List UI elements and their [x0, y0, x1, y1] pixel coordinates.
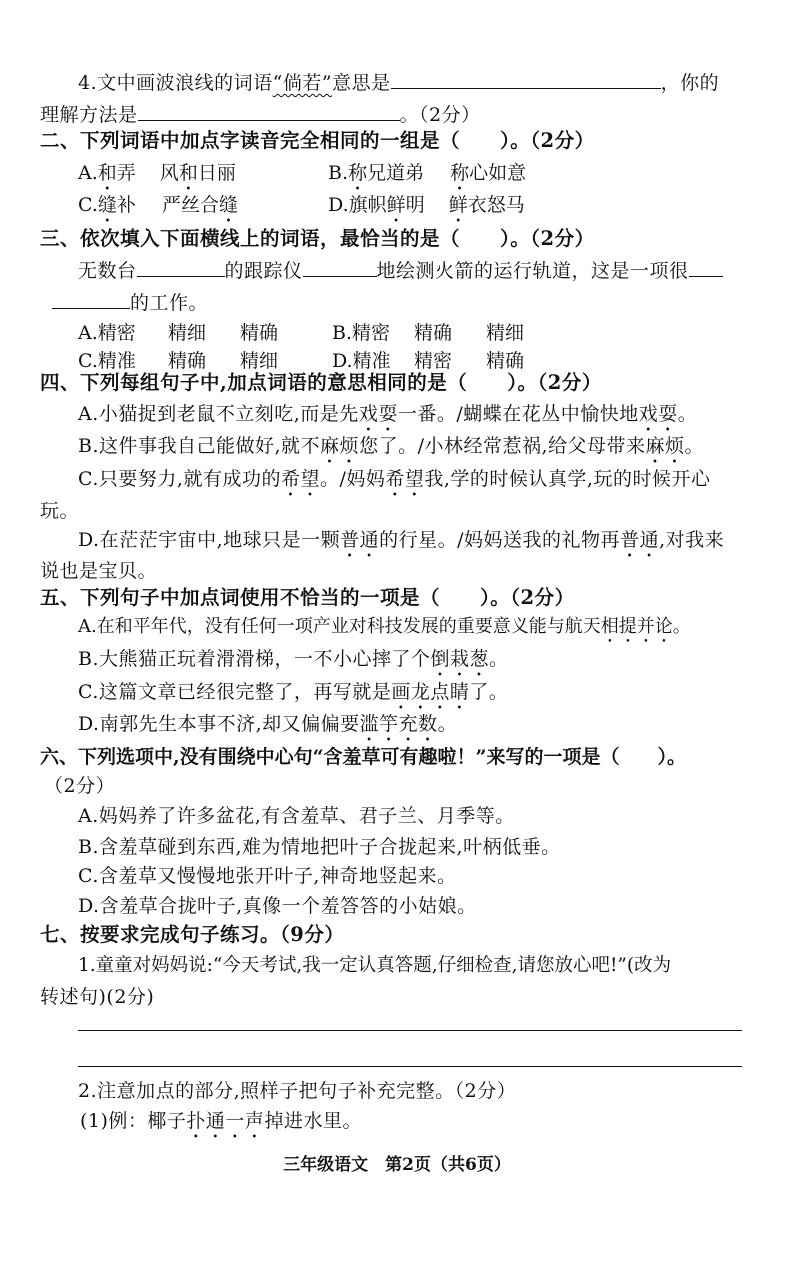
sec2-title: 二、下列词语中加点字读音完全相同的一组是（ ）。（2分） [40, 129, 595, 152]
sec4-option-d-cont: 说也是宝贝。 [40, 560, 158, 582]
sec6-option-c[interactable]: C.含羞草又慢慢地张开叶子,神奇地竖起来。 [78, 865, 457, 887]
sec2-option-d[interactable]: D.旗帜鲜明 鲜衣怒马 [328, 194, 525, 216]
sec5-option-d[interactable]: D.南郭先生本事不济,却又偏偏要滥竽充数。 [78, 713, 458, 735]
sec2-option-c[interactable]: C.缝补 严丝合缝 [78, 194, 238, 216]
sec3-row-2 [78, 346, 524, 373]
sec3-option-a[interactable]: A.精密 [78, 322, 136, 344]
sec3-option-b[interactable]: B.精密 [332, 322, 391, 344]
sec3-option-c[interactable]: C.精准 [78, 350, 136, 372]
q4-stem-c: 理解方法是 [40, 104, 138, 126]
sec7-q2-example: (1)例：椰子扑通一声掉进水里。 [80, 1110, 362, 1132]
sec7-title: 七、按要求完成句子练习。（9分） [40, 923, 345, 946]
sec5-option-b[interactable]: B.大熊猫正玩着滑滑梯，一不小心摔了个倒栽葱。 [78, 648, 509, 670]
sec6-title: 六、下列选项中,没有围绕中心句“含羞草可有趣啦！”来写的一项是（ ）。 [40, 746, 686, 768]
sec3-c-word2: 精确 [168, 350, 207, 372]
sec3-a-word2: 精细 [168, 322, 207, 344]
q4-line-1 [78, 70, 758, 96]
sec4-option-a[interactable]: A.小猫捉到老鼠不立刻吃,而是先戏耍一番。/蝴蝶在花丛中愉快地戏耍。 [78, 403, 698, 425]
sec3-option-d[interactable]: D.精准 [332, 350, 391, 372]
sec4-title: 四、下列每组句子中,加点词语的意思相同的是（ ）。（2分） [40, 371, 602, 394]
sec4-option-d[interactable]: D.在茫茫宇宙中,地球只是一颗普通的行星。/妈妈送我的礼物再普通,对我来 [78, 529, 725, 551]
sec3-blank-2[interactable] [303, 258, 377, 277]
sec4-option-b[interactable]: B.这件事我自己能做好,就不麻烦您了。/小林经常惹祸,给父母带来麻烦。 [78, 435, 705, 457]
sec3-c-word3: 精细 [240, 350, 279, 372]
q4-answer-blank-2[interactable] [138, 102, 400, 121]
sec3-d-word2: 精密 [414, 350, 453, 372]
sec7-q1-answer-line-2[interactable] [78, 1066, 742, 1067]
sec3-blank-1[interactable] [137, 258, 225, 277]
sec2-row-2 [78, 190, 525, 227]
sec3-d-word3: 精确 [486, 350, 525, 372]
sec7-q2: 2.注意加点的部分,照样子把句子补充完整。（2分） [78, 1080, 517, 1102]
q4-answer-blank-1[interactable] [391, 70, 661, 89]
q4-stem-b: 意思是 [332, 72, 391, 94]
sec6-option-d[interactable]: D.含羞草合拢叶子,真像一个羞答答的小姑娘。 [78, 895, 477, 917]
sec3-b-word2: 精确 [414, 322, 453, 344]
sec3-title: 三、依次填入下面横线上的词语，最恰当的是（ ）。（2分） [40, 227, 595, 250]
sec3-sentence-2: 的工作。 [52, 290, 772, 316]
sec3-b-word3: 精细 [486, 322, 525, 344]
q4-stem: 4.文中画波浪线的词语 [78, 72, 273, 94]
sec3-blank-3b[interactable] [52, 290, 130, 309]
page-footer: 三年级语文 第2页（共6页） [283, 1155, 511, 1175]
sec3-sentence-1: 无数台 的跟踪仪 地绘测火箭的运行轨道，这是一项很 [78, 258, 758, 284]
q4-tail: ，你的 [660, 72, 720, 94]
sec7-q1-answer-line-1[interactable] [78, 1030, 742, 1031]
sec3-a-word3: 精确 [240, 322, 279, 344]
sec3-row-1 [78, 318, 524, 345]
sec5-title: 五、下列句子中加点词使用不恰当的一项是（ ）。（2分） [40, 586, 575, 609]
sec5-option-a[interactable]: A.在和平年代，没有任何一项产业对科技发展的重要意义能与航天相提并论。 [78, 616, 691, 637]
sec2-option-b[interactable]: B.称兄道弟 称心如意 [328, 162, 527, 184]
q4-score: 。（2分） [399, 104, 481, 126]
sec6-score: （2分） [44, 775, 116, 797]
sec6-option-a[interactable]: A.妈妈养了许多盆花,有含羞草、君子兰、月季等。 [78, 805, 515, 827]
sec7-q1-cont: 转述句)(2分) [40, 986, 155, 1008]
sec4-option-c-cont: 玩。 [40, 500, 80, 522]
sec7-q1: 1.童童对妈妈说:“今天考试,我一定认真答题,仔细检查,请您放心吧!”(改为 [78, 955, 672, 976]
q4-line-2 [40, 102, 760, 128]
sec3-blank-3a[interactable] [689, 258, 723, 277]
sec6-option-b[interactable]: B.含羞草碰到东西,难为情地把叶子合拢起来,叶柄低垂。 [78, 836, 561, 858]
sec4-option-c[interactable]: C.只要努力,就有成功的希望。/妈妈希望我,学的时候认真学,玩的时候开心 [78, 468, 711, 490]
sec2-option-a[interactable]: A.和弄 风和日丽 [78, 162, 236, 184]
q4-wavy-word: “倘若” [272, 72, 333, 94]
sec5-option-c[interactable]: C.这篇文章已经很完整了，再写就是画龙点睛了。 [78, 681, 509, 703]
